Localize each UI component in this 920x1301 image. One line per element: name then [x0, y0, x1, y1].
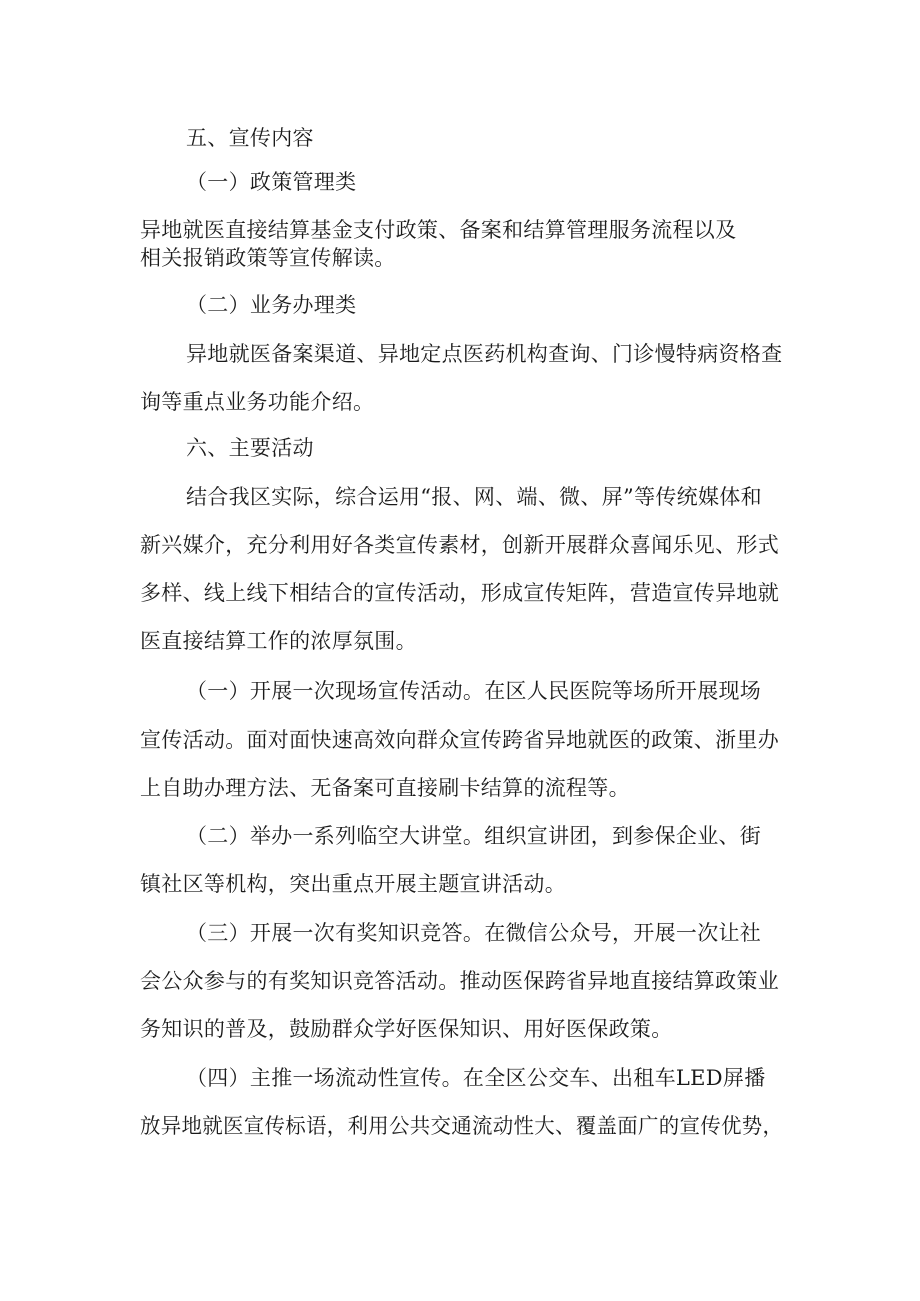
paragraph-line: 异地就医备案渠道、异地定点医药机构查询、门诊慢特病资格查	[186, 342, 783, 366]
paragraph-line: 医直接结算工作的浓厚氛围。	[140, 629, 417, 653]
paragraph-line: 新兴媒介，充分利用好各类宣传素材，创新开展群众喜闻乐见、形式	[140, 533, 779, 557]
paragraph-line: （三）开展一次有奖知识竞答。在微信公众号，开展一次让社	[186, 921, 762, 945]
paragraph-line: （二）举办一系列临空大讲堂。组织宣讲团，到参保企业、街	[186, 824, 762, 848]
paragraph-line: 异地就医直接结算基金支付政策、备案和结算管理服务流程以及	[140, 218, 737, 242]
subheading-policy-management: （一）政策管理类	[186, 170, 357, 194]
subheading-business-handling: （二）业务办理类	[186, 293, 357, 317]
paragraph-line: 宣传活动。面对面快速高效向群众宣传跨省异地就医的政策、浙里办	[140, 728, 779, 752]
paragraph-line: 务知识的普及，鼓励群众学好医保知识、用好医保政策。	[140, 1017, 673, 1041]
paragraph-line: （四）主推一场流动性宣传。在全区公交车、出租车LED屏播	[186, 1066, 766, 1090]
paragraph-line: 相关报销政策等宣传解读。	[140, 246, 396, 270]
section-heading-6: 六、主要活动	[186, 436, 314, 460]
paragraph-line: 镇社区等机构，突出重点开展主题宣讲活动。	[140, 872, 566, 896]
paragraph-line: （一）开展一次现场宣传活动。在区人民医院等场所开展现场	[186, 679, 762, 703]
paragraph-line: 多样、线上线下相结合的宣传活动，形成宣传矩阵，营造宣传异地就	[140, 581, 779, 605]
paragraph-line: 结合我区实际，综合运用“报、网、端、微、屏”等传统媒体和	[186, 485, 762, 509]
paragraph-line: 上自助办理方法、无备案可直接刷卡结算的流程等。	[140, 776, 630, 800]
paragraph-line: 询等重点业务功能介绍。	[140, 390, 375, 414]
paragraph-line: 放异地就医宣传标语，利用公共交通流动性大、覆盖面广的宣传优势，	[140, 1114, 784, 1138]
paragraph-line: 会公众参与的有奖知识竞答活动。推动医保跨省异地直接结算政策业	[140, 969, 779, 993]
section-heading-5: 五、宣传内容	[186, 126, 314, 150]
